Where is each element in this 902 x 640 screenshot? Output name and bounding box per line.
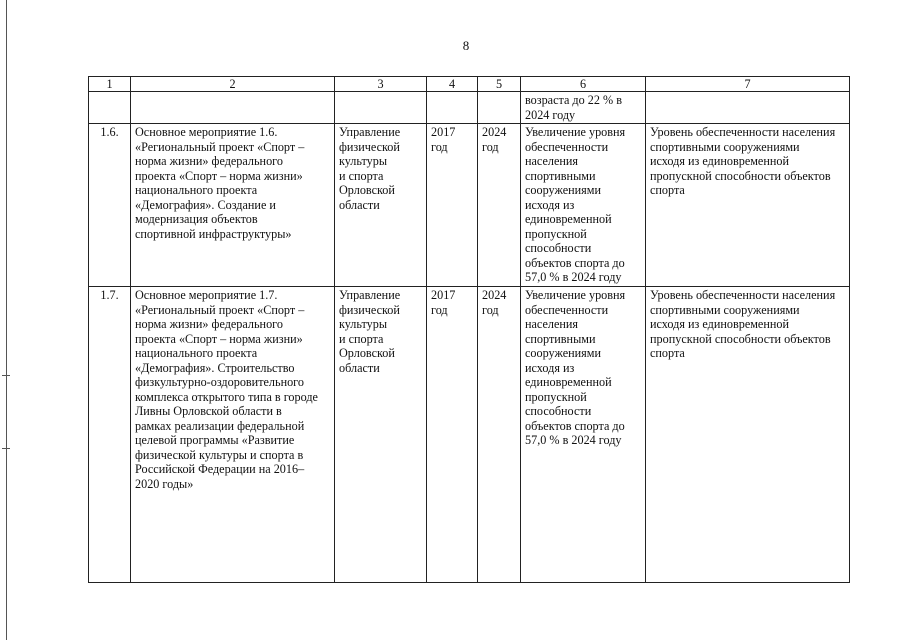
- column-header: 1: [89, 77, 131, 92]
- executor: Управление физической культуры и спорта Орловской области: [335, 124, 427, 287]
- column-header: 7: [646, 77, 850, 92]
- expected-result: Увеличение уровня обеспеченности населения спортивными сооружениями исходя из единовременной пропускной способности объектов спорта до 57,0 % в 2024 году: [521, 287, 646, 583]
- expected-result: Увеличение уровня обеспеченности населения спортивными сооружениями исходя из единовременной пропускной способности объектов спорта до 57,0 % в 2024 году: [521, 124, 646, 287]
- measures-table: [88, 76, 850, 583]
- measure-description: Основное мероприятие 1.6. «Региональный проект «Спорт – норма жизни» федерального проекта «Спорт – норма жизни» национального проекта «Демография». Создание и модернизация объектов спортивной инфраструктуры»: [131, 124, 335, 287]
- indicator: Уровень обеспеченности населения спортивными сооружениями исходя из единовременной пропускной способности объектов спорта: [646, 287, 850, 583]
- row-number: 1.6.: [89, 124, 131, 287]
- table-header-row: [89, 77, 850, 92]
- table-cell: [89, 92, 131, 124]
- table-cell: [478, 92, 521, 124]
- column-header: 3: [335, 77, 427, 92]
- table-cell: [427, 92, 478, 124]
- column-header: 6: [521, 77, 646, 92]
- table-row: [89, 124, 850, 287]
- continued-indicator-text: возраста до 22 % в 2024 году: [521, 92, 646, 124]
- end-year: 2024 год: [478, 124, 521, 287]
- table-row: [89, 287, 850, 583]
- table-cell: [131, 92, 335, 124]
- page-number: 8: [462, 38, 470, 53]
- table-row-continuation: [89, 92, 850, 124]
- column-header: 2: [131, 77, 335, 92]
- binding-mark: [2, 448, 10, 449]
- page-left-edge: [6, 0, 7, 640]
- indicator: Уровень обеспеченности населения спортивными сооружениями исходя из единовременной пропускной способности объектов спорта: [646, 124, 850, 287]
- measure-description: Основное мероприятие 1.7. «Региональный проект «Спорт – норма жизни» федерального проекта «Спорт – норма жизни» национального проекта «Демография». Строительство физкультурно-оздоровительного комплекса открытого типа в городе Ливны Орловской области в рамках реализации федеральной целевой программы «Развитие физической культуры и спорта в Российской Федерации на 2016– 2020 годы»: [131, 287, 335, 583]
- start-year: 2017 год: [427, 287, 478, 583]
- table-cell: [335, 92, 427, 124]
- column-header: 5: [478, 77, 521, 92]
- table-cell: [646, 92, 850, 124]
- end-year: 2024 год: [478, 287, 521, 583]
- binding-mark: [2, 375, 10, 376]
- row-number: 1.7.: [89, 287, 131, 583]
- start-year: 2017 год: [427, 124, 478, 287]
- executor: Управление физической культуры и спорта Орловской области: [335, 287, 427, 583]
- column-header: 4: [427, 77, 478, 92]
